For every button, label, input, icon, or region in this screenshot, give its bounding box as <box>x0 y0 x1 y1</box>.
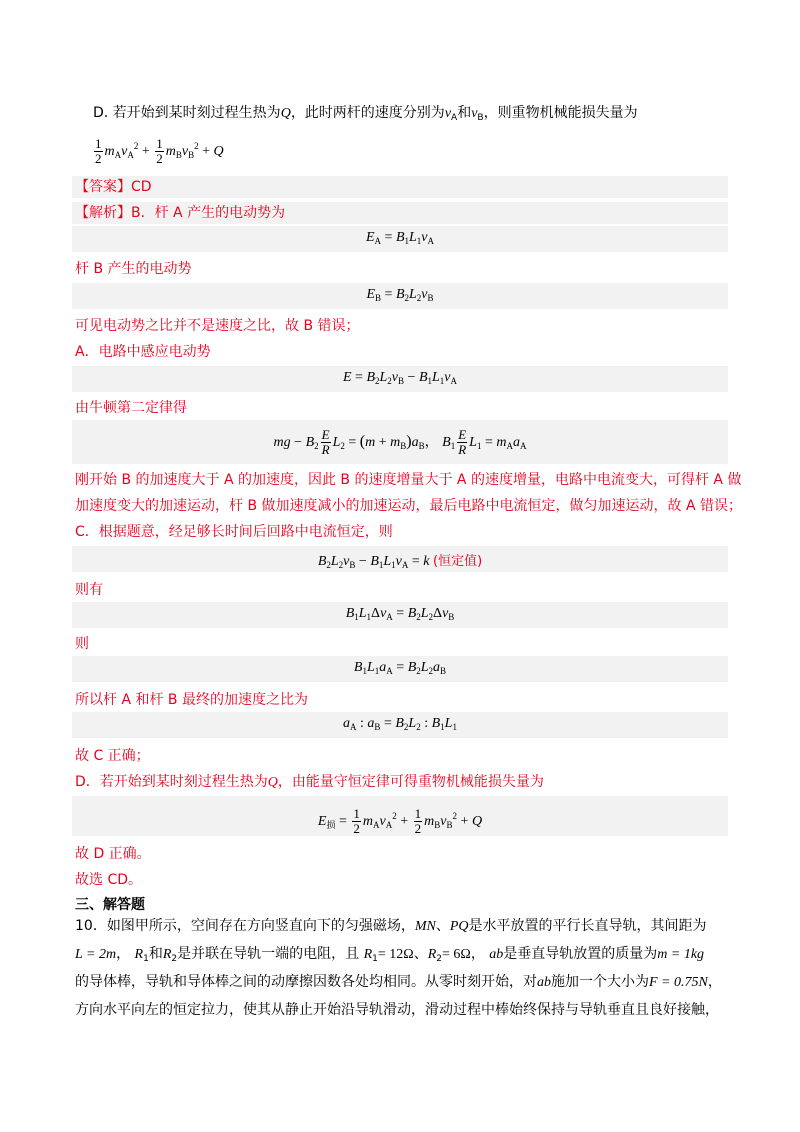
constant-note: (恒定值) <box>433 554 483 569</box>
q10-ab: ab <box>489 947 504 962</box>
analysis-then-have: 则有 <box>75 582 103 598</box>
q10-line3-c: ， <box>707 974 722 990</box>
eq-EB-band <box>72 283 728 309</box>
equation-delta-v: $B_1L_1\Delta v_A = B_2L_2\Delta v_B$ <box>345 606 455 622</box>
equation-accel: $B_1L_1a_A = B_2L_2a_B$ <box>353 660 447 676</box>
section-heading: 三、解答题 <box>75 897 145 913</box>
eq-accel-band <box>72 656 728 682</box>
option-d-suffix: ，则重物机械能损失量为 <box>483 105 638 121</box>
eq-newton-band <box>72 420 728 464</box>
analysis-c-ratio-intro: 所以杆 A 和杆 B 最终的加速度之比为 <box>75 692 308 708</box>
eq-ratio-band <box>72 712 728 738</box>
q10-line2-b: 是并联在导轨一端的电阻，且 <box>177 946 360 962</box>
eq-constant-band <box>72 546 728 572</box>
q10-line2-c: 是垂直导轨放置的质量为 <box>503 946 658 962</box>
analysis-a-intro: A．电路中感应电动势 <box>75 344 211 360</box>
q10-R2-value: = 6Ω <box>442 947 471 962</box>
analysis-c-conclusion: 故 C 正确； <box>75 748 150 764</box>
analysis-d-suffix: ，由能量守恒定律可得重物机械能损失量为 <box>277 774 544 790</box>
analysis-a-newton: 由牛顿第二定律得 <box>75 400 187 416</box>
q10-line2-a: ， <box>116 946 131 962</box>
q10-sep: 、 <box>435 918 450 934</box>
q10-m: m = 1kg <box>657 947 705 962</box>
q10-R2: R <box>162 947 172 962</box>
analysis-b-intro2: 杆 B 产生的电动势 <box>75 261 192 277</box>
analysis-d-prefix: D．若开始到某时刻过程生热为 <box>75 774 268 790</box>
q10-R1: R <box>134 947 144 962</box>
eq-energy-band <box>72 796 728 836</box>
option-d-middle: ，此时两杆的速度分别为 <box>290 105 445 121</box>
answer-band <box>72 176 728 198</box>
symbol-vA: v <box>444 106 452 121</box>
q10-line3-b: 施加一个大小为 <box>551 974 649 990</box>
option-d-formula: $\frac{1}{2}$ $m_Av_A^2$ + $\frac{1}{2}$ $m_Bv_B^2 + Q$ <box>95 136 224 167</box>
analysis-b-intro <box>75 203 285 223</box>
analysis-d-conclusion: 故 D 正确。 <box>75 846 151 862</box>
analysis-d-intro: D．若开始到某时刻过程生热为Q，由能量守恒定律可得重物机械能损失量为 <box>75 774 544 790</box>
q10-R1-sub: 1 <box>143 954 149 964</box>
analysis-b-text: B．杆 A 产生的电动势为 <box>131 205 286 221</box>
eq-EA-band <box>72 226 728 252</box>
symbol-Q: Q <box>280 106 291 121</box>
analysis-then: 则 <box>75 636 89 652</box>
option-d-question <box>93 103 638 128</box>
option-d-and: 和 <box>457 105 472 121</box>
analysis-a-reason-2: 加速度变大的加速运动，杆 B 做加速度减小的加速运动，最后电路中电流恒定，做匀加速运动，故 A 错误； <box>75 498 742 514</box>
q10-PQ: PQ <box>449 919 469 934</box>
answer-label: 【答案】CD <box>75 179 152 195</box>
q10-line1-b: 是水平放置的平行长直导轨，其间距为 <box>468 918 707 934</box>
equation-ratio: $a_A$ : $a_B = B_2L_2$ : $B_1L_1$ <box>343 716 457 732</box>
analysis-label: 【解析】 <box>75 205 131 221</box>
equation-energy: $E_损$ = $\frac{1}{2}$ $m_Av_A^2$ + $\frac{1}{2}$ $m_Bv_B^2 + Q$ <box>317 806 483 837</box>
q10-and: 和 <box>148 946 163 962</box>
q10-line-4: 方向水平向左的恒定拉力，使其从静止开始沿导轨滑动，滑动过程中棒始终保持与导轨垂直且良好接触， <box>75 1002 719 1018</box>
symbol-vB: v <box>471 106 478 121</box>
q10-L: L = 2m <box>75 947 117 962</box>
q10-line-2: L = 2m， $R_1$和$R_2$是并联在导轨一端的电阻，且 $R_1= 12\Omega$、$R_2= 6\Omega$， ab是垂直导轨放置的质量为m = 1kg <box>75 946 705 964</box>
eq-delta-band <box>72 602 728 628</box>
analysis-c-intro: C．根据题意，经足够长时间后回路中电流恒定，则 <box>75 524 393 540</box>
equation-E: $E = B_2L_2v_B - B_1L_1v_A$ <box>342 370 458 386</box>
q10-line3-a: 的导体棒，导轨和导体棒之间的动摩擦因数各处均相同。从零时刻开始，对 <box>75 974 537 990</box>
symbol-vB-sub: B <box>477 113 484 123</box>
q10-line1-a: 10．如图甲所示，空间存在方向竖直向下的匀强磁场， <box>75 918 415 934</box>
eq-E-band <box>72 366 728 392</box>
q10-R2-sub: 2 <box>171 954 178 964</box>
equation-constant: $B_2L_2v_B - B_1L_1v_A = k$ (恒定值) <box>317 554 483 570</box>
q10-line-1 <box>75 916 707 937</box>
equation-EA: $E_A = B_1L_1v_A$ <box>365 230 435 246</box>
equation-newton: mg − $B_2$ $\frac{E}{R}$ $L_2 = (m + m_B)a_B$， $B_1$ $\frac{E}{R}$ $L_1 = m_Aa_A$ <box>273 427 527 458</box>
symbol-vA-sub: A <box>451 113 458 123</box>
analysis-final: 故选 CD。 <box>75 872 143 888</box>
option-d-prefix: D. 若开始到某时刻过程生热为 <box>93 105 281 121</box>
q10-line-3: 的导体棒，导轨和导体棒之间的动摩擦因数各处均相同。从零时刻开始，对ab施加一个大小为F = 0.75N， <box>75 974 722 990</box>
analysis-b-conclusion: 可见电动势之比并不是速度之比，故 B 错误； <box>75 318 360 334</box>
q10-MN: MN <box>414 919 436 934</box>
q10-F: F = 0.75N <box>649 975 708 990</box>
analysis-a-reason-1: 刚开始 B 的加速度大于 A 的加速度，因此 B 的速度增量大于 A 的速度增量，电路中电流变大，可得杆 A 做 <box>75 472 742 488</box>
q10-R1-value: = 12Ω <box>377 947 414 962</box>
equation-EB: $E_B = B_2L_2v_B$ <box>366 287 434 303</box>
